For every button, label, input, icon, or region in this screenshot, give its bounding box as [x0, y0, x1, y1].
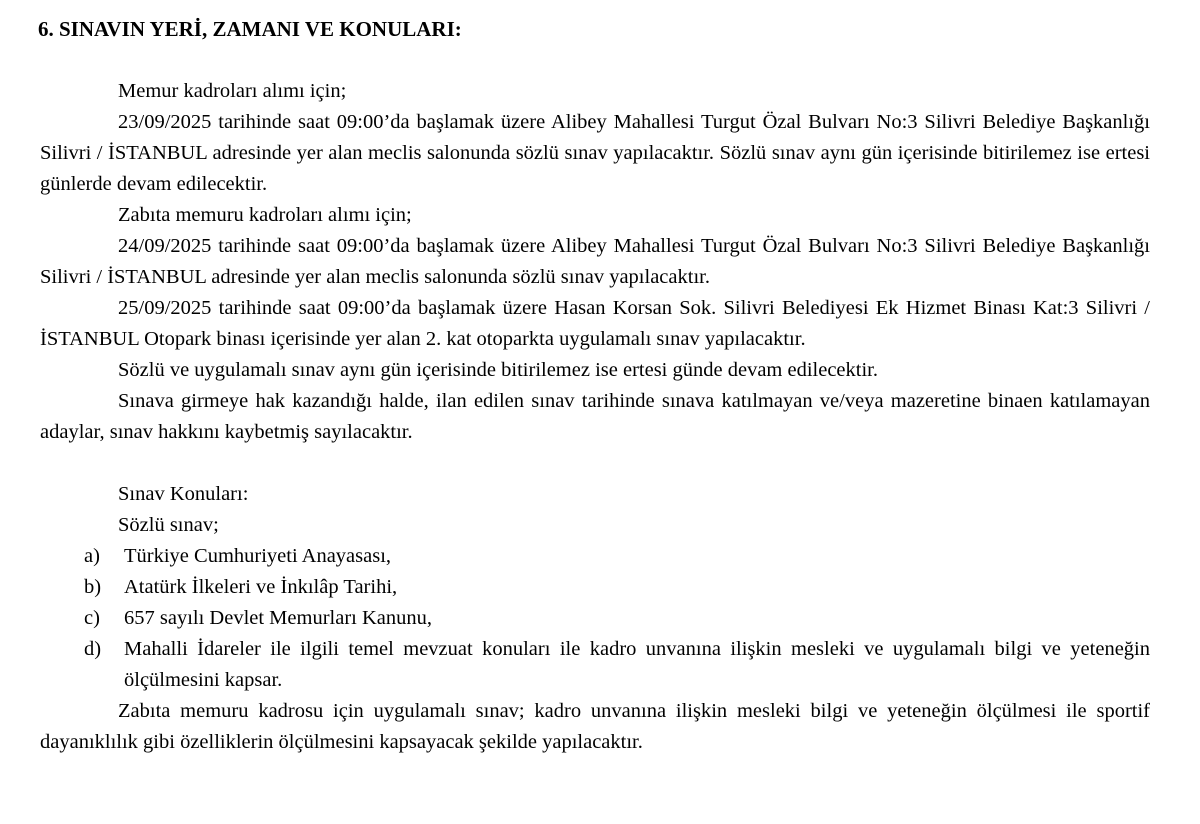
list-item-marker: b) — [84, 576, 102, 598]
list-item-text: Atatürk İlkeleri ve İnkılâp Tarihi, — [124, 576, 398, 598]
zabita-intro: Zabıta memuru kadroları alımı için; — [118, 204, 412, 226]
list-item-text: 657 sayılı Devlet Memurları Kanunu, — [124, 607, 433, 629]
section-body — [40, 76, 1150, 758]
list-item — [40, 572, 1150, 603]
memur-intro: Memur kadroları alımı için; — [118, 80, 347, 102]
list-item — [40, 603, 1150, 634]
zabita-practical-exam-details: 25/09/2025 tarihinde saat 09:00’da başlamak üzere Hasan Korsan Sok. Silivri Belediyesi Ek Hizmet Binası Kat:3 Silivri / İSTANBUL Otopark binası içerisinde yer alan 2. kat otoparkta uygulamalı sınav yapılacaktır. — [40, 297, 1150, 350]
list-item — [40, 541, 1150, 572]
list-item-marker: a) — [84, 545, 100, 567]
list-item-marker: c) — [84, 607, 100, 629]
subject-list — [40, 541, 1150, 696]
exam-subjects-heading: Sınav Konuları: — [118, 483, 249, 505]
memur-exam-details: 23/09/2025 tarihinde saat 09:00’da başlamak üzere Alibey Mahallesi Turgut Özal Bulvarı No:3 Silivri Belediye Başkanlığı Silivri / İSTANBUL adresinde yer alan meclis salonunda sözlü sınav yapılacaktır. Sözlü sınav aynı gün içerisinde bitirilemez ise ertesi günlerde devam edilecektir. — [40, 111, 1150, 195]
list-item-text: Türkiye Cumhuriyeti Anayasası, — [124, 545, 392, 567]
list-item-text: Mahalli İdareler ile ilgili temel mevzuat konuları ile kadro unvanına ilişkin mesleki ve uygulamalı bilgi ve yeteneğin ölçülmesini kapsar. — [124, 638, 1150, 691]
list-item-marker: d) — [84, 638, 102, 660]
continuation-note: Sözlü ve uygulamalı sınav aynı gün içerisinde bitirilemez ise ertesi günde devam edilecektir. — [118, 359, 878, 381]
closing-paragraph: Zabıta memuru kadrosu için uygulamalı sınav; kadro unvanına ilişkin mesleki bilgi ve yeteneğin ölçülmesi ile sportif dayanıklılık gibi özelliklerin ölçülmesini kapsayacak şekilde yapılacaktır. — [40, 700, 1150, 753]
zabita-oral-exam-details: 24/09/2025 tarihinde saat 09:00’da başlamak üzere Alibey Mahallesi Turgut Özal Bulvarı No:3 Silivri Belediye Başkanlığı Silivri / İSTANBUL adresinde yer alan meclis salonunda sözlü sınav yapılacaktır. — [40, 235, 1150, 288]
absence-note: Sınava girmeye hak kazandığı halde, ilan edilen sınav tarihinde sınava katılmayan ve/veya mazeretine binaen katılamayan adaylar, sınav hakkını kaybetmiş sayılacaktır. — [40, 390, 1150, 443]
oral-exam-heading: Sözlü sınav; — [118, 514, 219, 536]
list-item — [40, 634, 1150, 696]
section-heading: 6. SINAVIN YERİ, ZAMANI VE KONULARI: — [38, 17, 462, 41]
